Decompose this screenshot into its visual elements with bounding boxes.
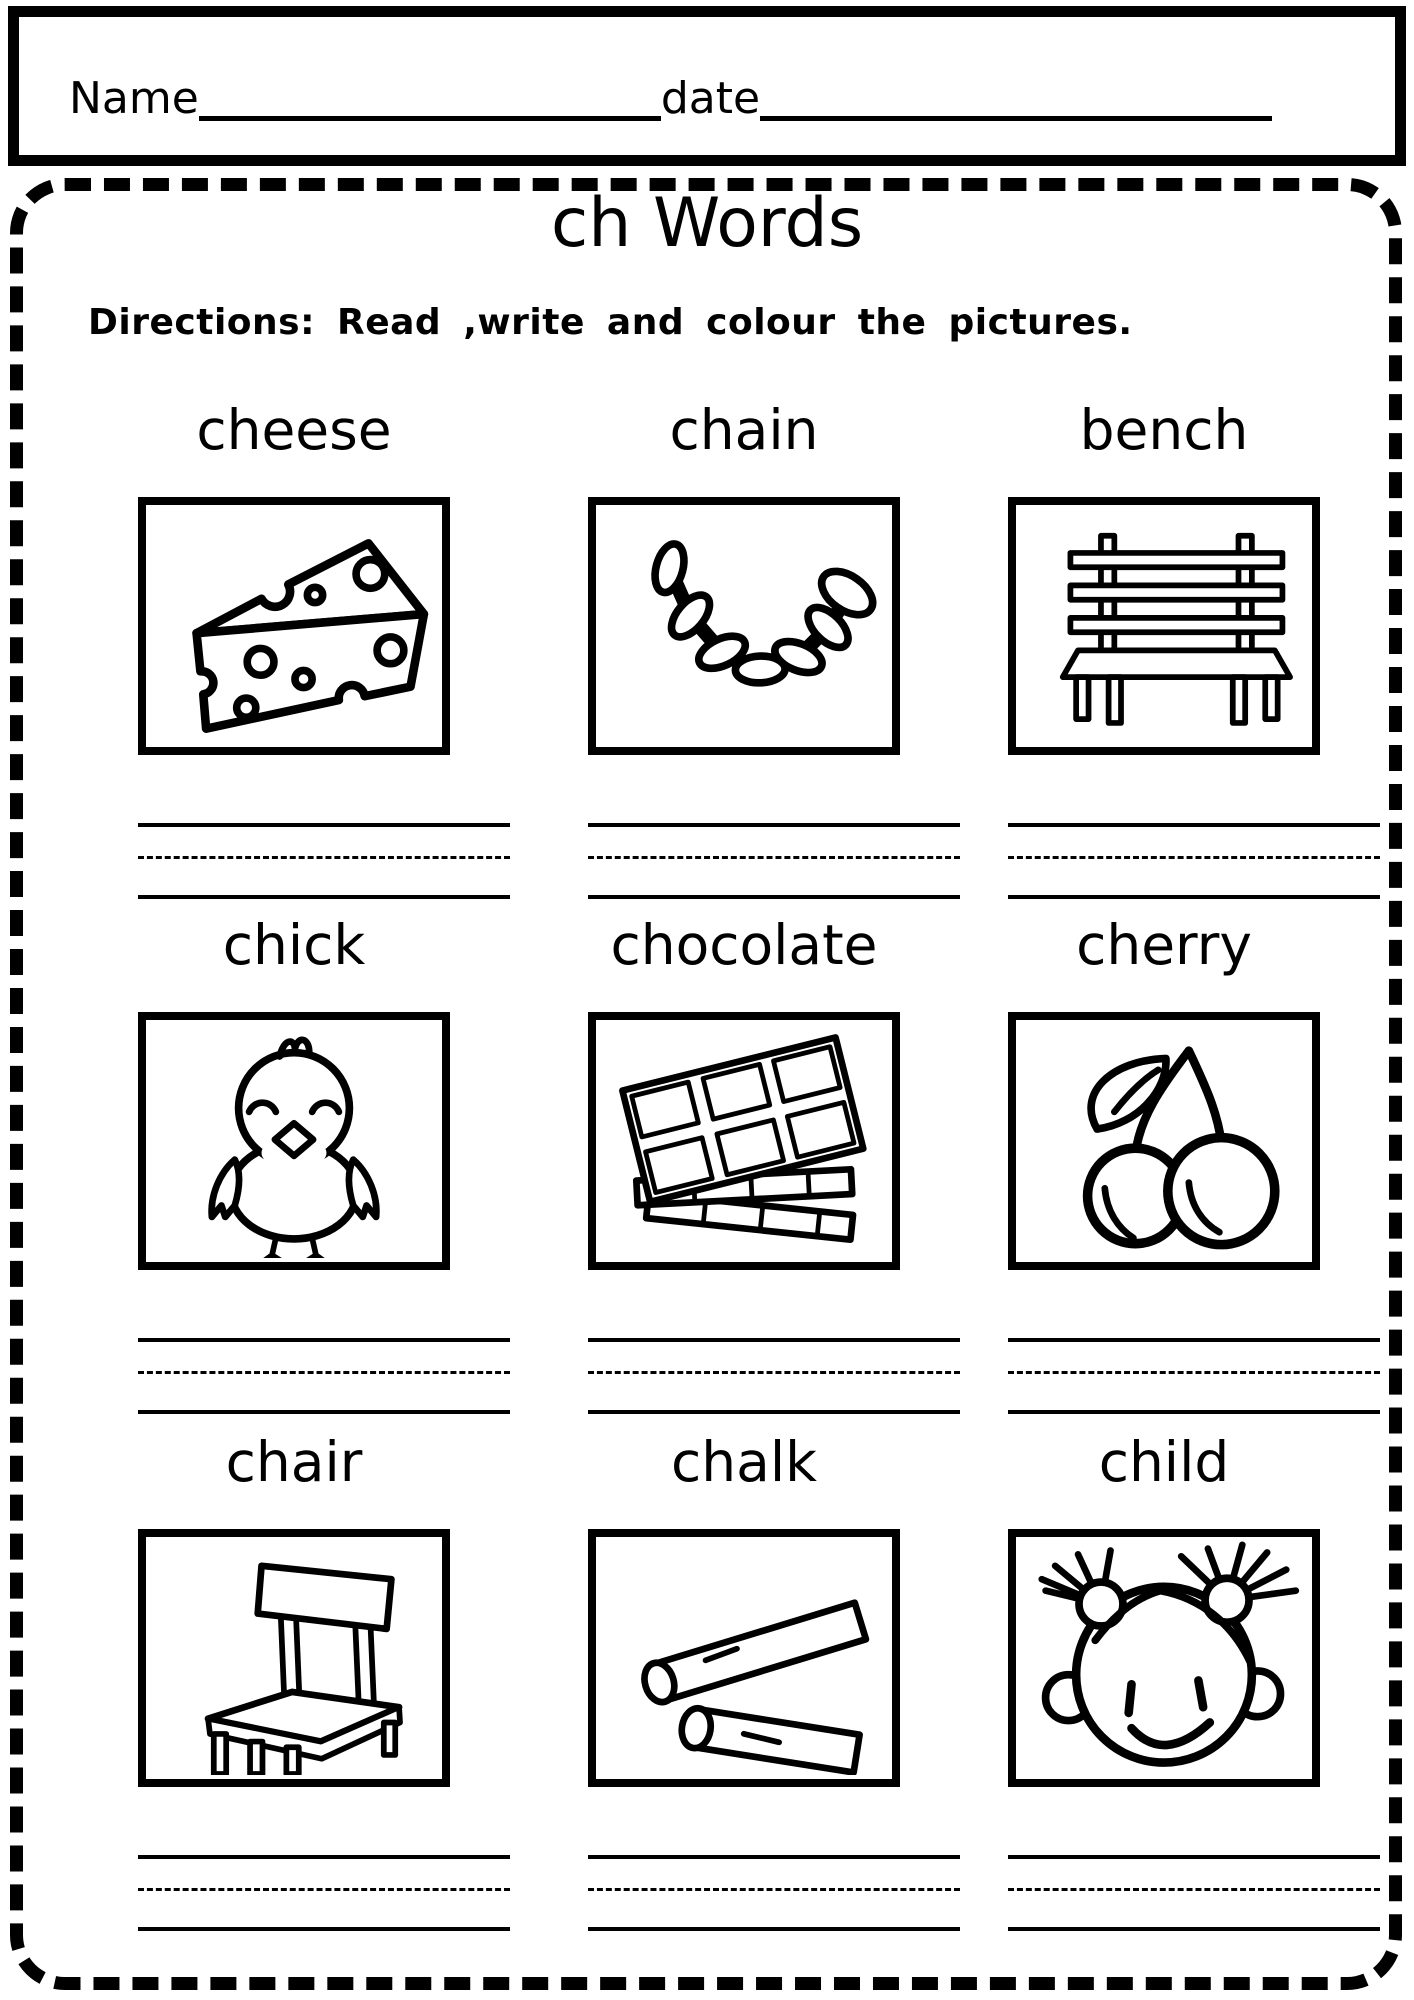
writing-line-top [1008,1338,1380,1342]
picture-box [588,1529,900,1787]
writing-line-top [1008,1855,1380,1859]
writing-line-top [588,823,960,827]
word-cell-cherry [1008,915,1380,1420]
word-label: cherry [1076,913,1252,977]
writing-line-bottom [1008,1927,1380,1931]
writing-line-bottom [1008,1410,1380,1414]
word-label: chair [225,1430,363,1494]
child-icon [1020,1541,1308,1775]
word-cell-chocolate [588,915,960,1420]
cheese-icon [150,509,438,743]
word-label: cheese [196,398,392,462]
writing-line-top [1008,823,1380,827]
chocolate-icon [600,1024,888,1258]
picture-box [588,497,900,755]
date-blank-line [760,110,1272,121]
picture-box [138,497,450,755]
date-label: date [660,73,761,124]
cherry-icon [1020,1024,1308,1258]
writing-line-top [588,1855,960,1859]
writing-line-middle [138,856,510,859]
writing-line-middle [1008,856,1380,859]
word-label: chain [669,398,819,462]
writing-line-bottom [588,1927,960,1931]
chair-icon [150,1541,438,1775]
bench-icon [1020,509,1308,743]
directions-text: Directions: Read ,write and colour the pictures. [88,302,1133,343]
word-label: chick [222,913,366,977]
writing-line-bottom [138,895,510,899]
chalk-icon [600,1541,888,1775]
word-cell-chalk [588,1432,960,1937]
writing-line-middle [138,1371,510,1374]
writing-line-bottom [588,1410,960,1414]
chick-icon [150,1024,438,1258]
writing-line-middle [1008,1888,1380,1891]
writing-line-bottom [138,1410,510,1414]
word-cell-cheese [138,400,510,905]
writing-line-middle [138,1888,510,1891]
name-date-box [8,6,1406,166]
chain-icon [600,509,888,743]
writing-line-bottom [138,1927,510,1931]
word-cell-bench [1008,400,1380,905]
word-label: child [1098,1430,1230,1494]
picture-box [1008,497,1320,755]
writing-line-bottom [1008,895,1380,899]
name-blank-line [199,110,661,121]
picture-box [588,1012,900,1270]
writing-line-top [138,823,510,827]
word-cell-child [1008,1432,1380,1937]
word-label: chocolate [610,913,878,977]
name-date-row [19,17,1395,155]
word-cell-chain [588,400,960,905]
writing-line-middle [588,856,960,859]
picture-box [1008,1012,1320,1270]
name-label: Name [69,73,199,124]
writing-line-top [138,1855,510,1859]
writing-line-middle [1008,1371,1380,1374]
page-title: ch Words [550,184,864,263]
word-cell-chair [138,1432,510,1937]
picture-box [138,1012,450,1270]
writing-line-bottom [588,895,960,899]
writing-line-top [138,1338,510,1342]
writing-line-middle [588,1371,960,1374]
word-label: chalk [671,1430,817,1494]
picture-box [138,1529,450,1787]
picture-box [1008,1529,1320,1787]
writing-line-middle [588,1888,960,1891]
word-label: bench [1079,398,1249,462]
writing-line-top [588,1338,960,1342]
word-cell-chick [138,915,510,1420]
